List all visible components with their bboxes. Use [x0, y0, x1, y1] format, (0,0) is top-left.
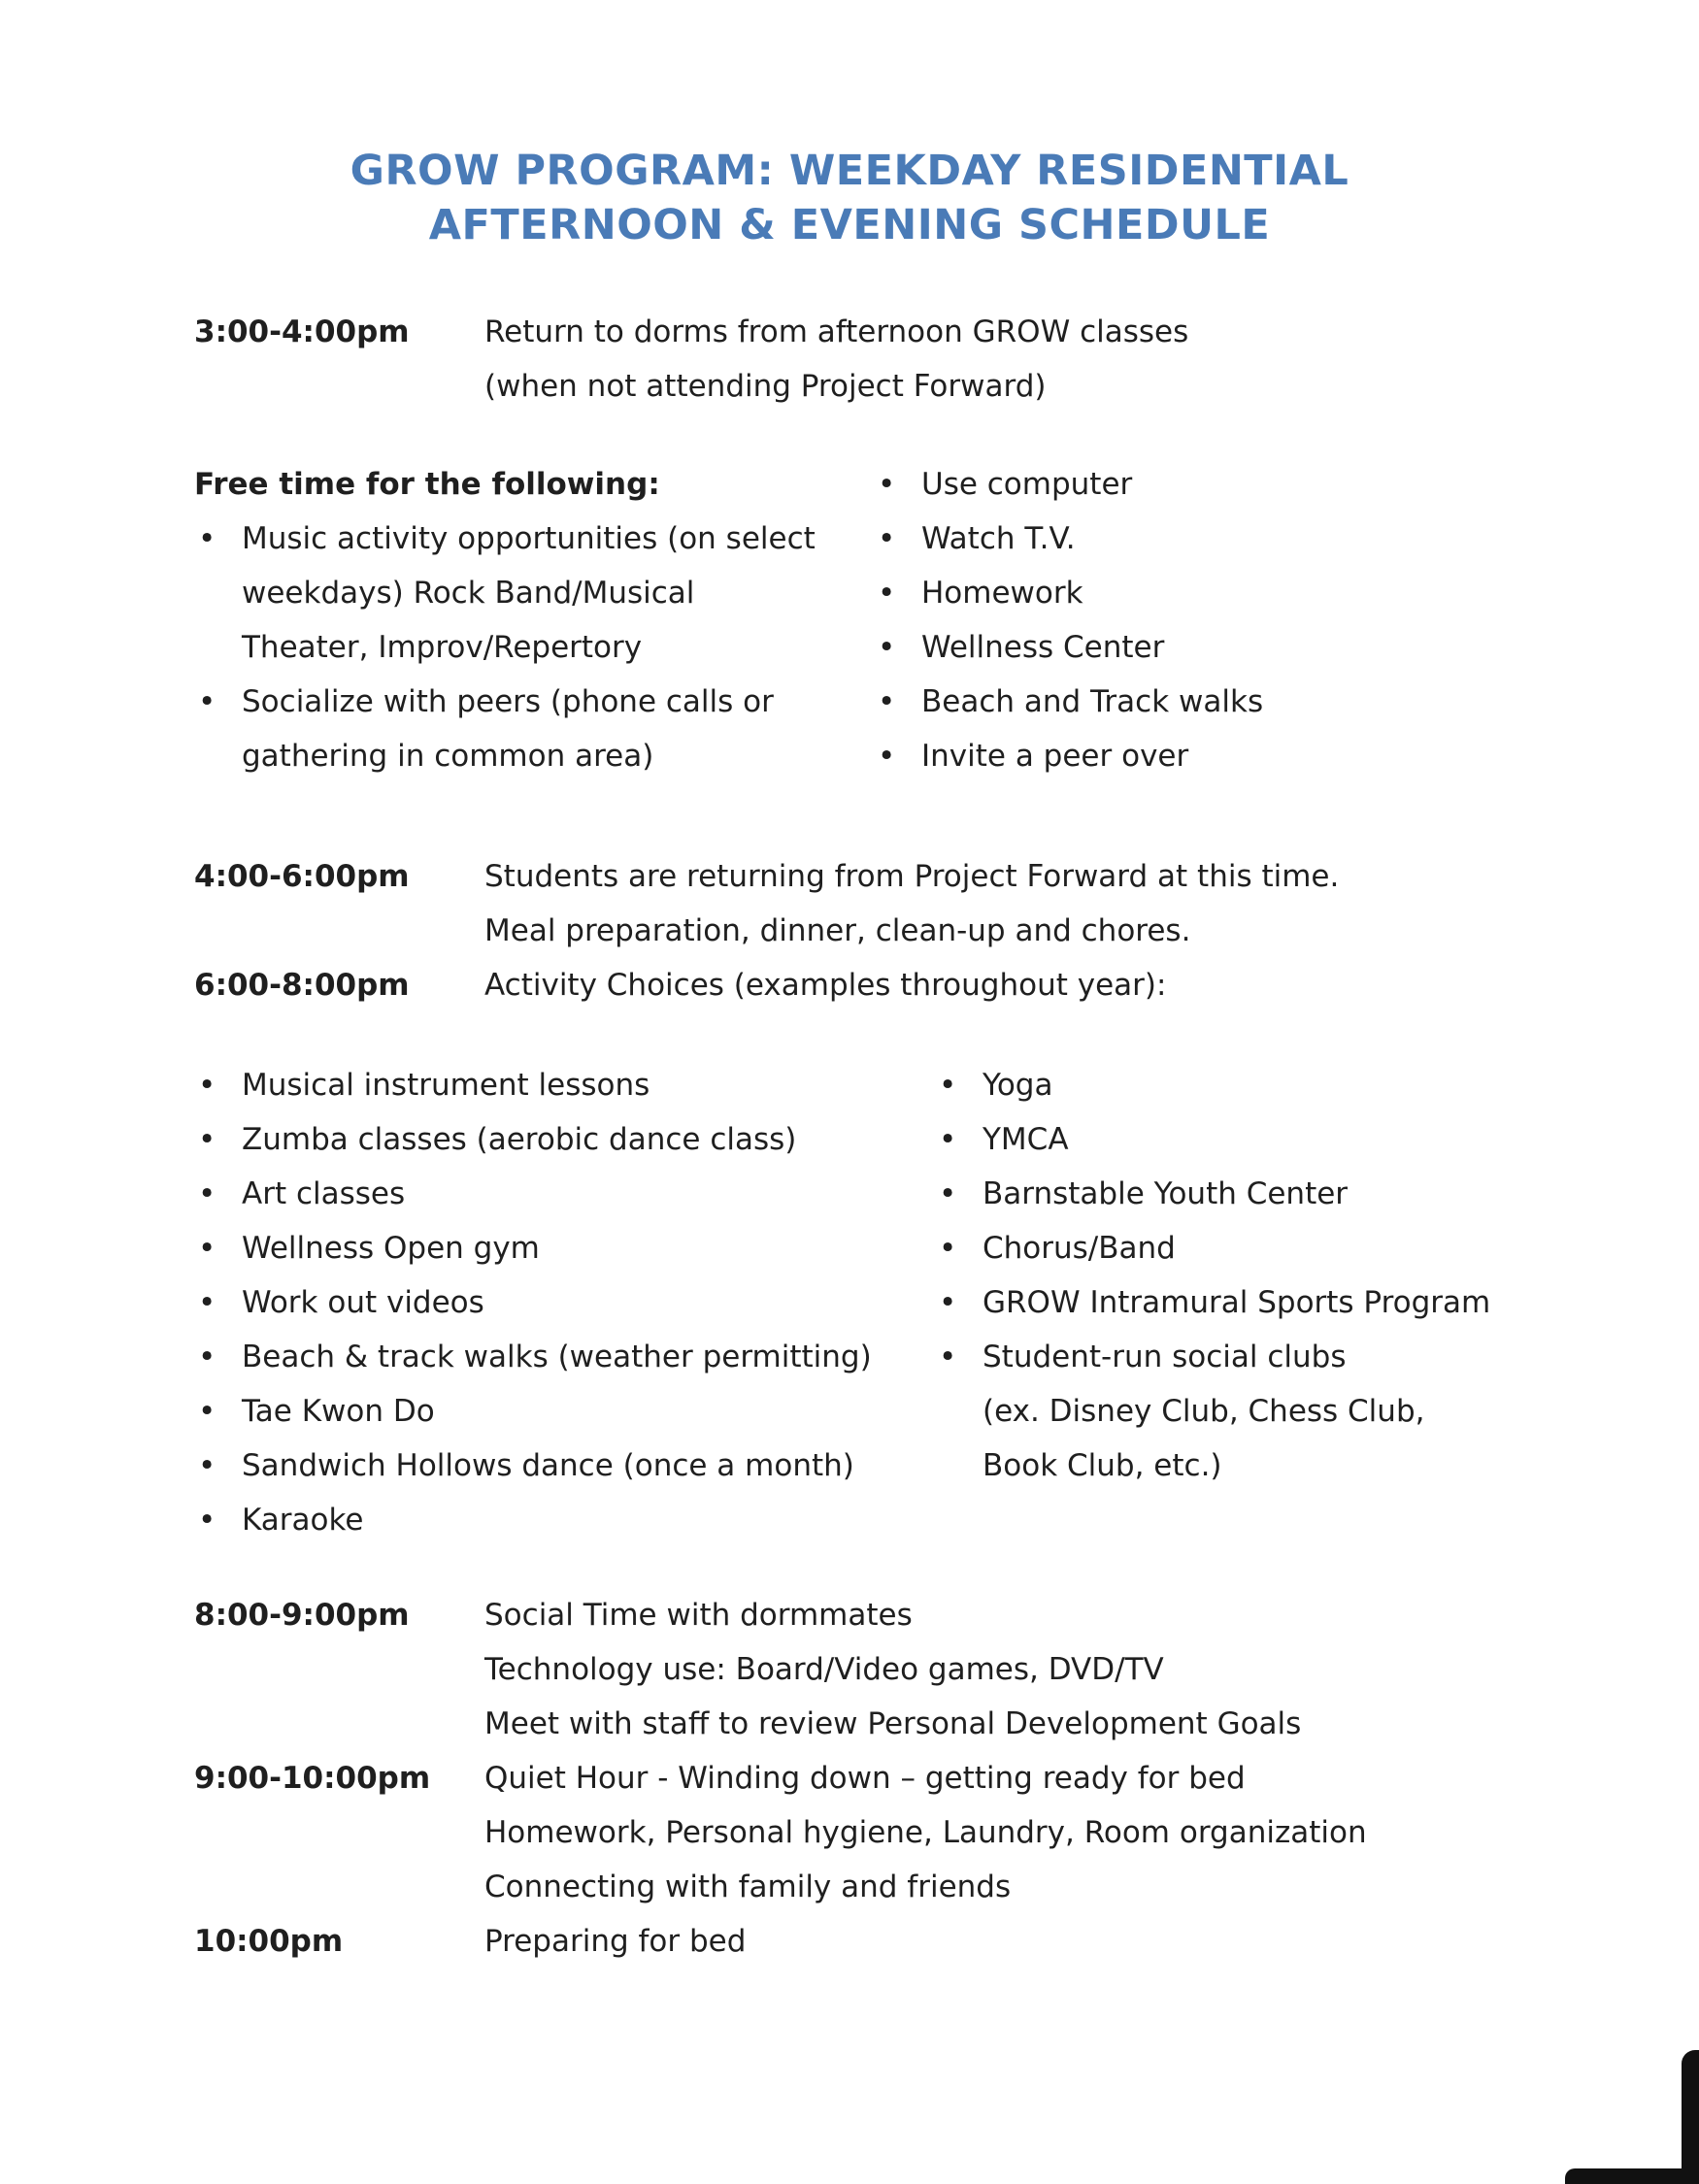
- bullet-icon: •: [198, 684, 217, 719]
- list-item-continuation: Book Club, etc.): [983, 1448, 1222, 1483]
- list-item: [935, 1167, 1673, 1221]
- schedule-description: (when not attending Project Forward): [484, 369, 1047, 404]
- schedule-description: Quiet Hour - Winding down – getting ready for bed: [484, 1761, 1246, 1796]
- bullet-icon: •: [198, 1340, 217, 1374]
- schedule-description: Preparing for bed: [484, 1924, 747, 1959]
- list-item: [874, 675, 1456, 729]
- bullet-icon: •: [878, 684, 896, 719]
- list-item: [874, 620, 1456, 675]
- list-item-text: YMCA: [983, 1122, 1069, 1157]
- bullet-icon: •: [939, 1068, 957, 1103]
- list-item: [194, 675, 816, 783]
- list-item-text: Tae Kwon Do: [242, 1394, 435, 1429]
- corner-mark-horizontal: [1565, 2168, 1699, 2184]
- list-item: [935, 1330, 1673, 1384]
- list-item: [194, 1493, 913, 1547]
- schedule-description: Meet with staff to review Personal Development Goals: [484, 1706, 1302, 1741]
- bullet-icon: •: [198, 1285, 217, 1320]
- corner-mark-decoration: [1565, 2050, 1699, 2184]
- schedule-description: Connecting with family and friends: [484, 1870, 1012, 1904]
- list-item-text: Zumba classes (aerobic dance class): [242, 1122, 797, 1157]
- list-item: [935, 1112, 1673, 1167]
- list-item-text: Art classes: [242, 1176, 406, 1211]
- list-item-text: Watch T.V.: [921, 521, 1076, 556]
- list-item-text: Work out videos: [242, 1285, 484, 1320]
- list-item: [874, 566, 1456, 620]
- list-item: [194, 1221, 913, 1275]
- activities-left-list: [194, 1058, 913, 1547]
- list-item: [194, 1384, 913, 1439]
- list-item-text: Music activity opportunities (on select weekdays) Rock Band/Musical Theater, Improv/Repertory: [242, 521, 816, 665]
- bullet-icon: •: [939, 1231, 957, 1266]
- list-item: [194, 1330, 913, 1384]
- list-item-text: Musical instrument lessons: [242, 1068, 650, 1103]
- schedule-description: Social Time with dormmates: [484, 1598, 913, 1633]
- bullet-icon: •: [939, 1340, 957, 1374]
- list-item-text: Yoga: [983, 1068, 1053, 1103]
- list-item: [194, 1058, 913, 1112]
- list-item-text: Chorus/Band: [983, 1231, 1176, 1266]
- list-item-text: Wellness Center: [921, 630, 1165, 665]
- schedule-description: Students are returning from Project Forward at this time.: [484, 859, 1340, 894]
- bullet-icon: •: [878, 521, 896, 556]
- list-item-text: Karaoke: [242, 1503, 364, 1538]
- activities-right-column: [935, 1058, 1673, 1493]
- free-time-right-list: [874, 457, 1456, 783]
- bullet-icon: •: [198, 1122, 217, 1157]
- list-item-text: Wellness Open gym: [242, 1231, 540, 1266]
- schedule-description: Activity Choices (examples throughout year):: [484, 968, 1167, 1003]
- list-item-text: Student-run social clubs: [983, 1340, 1347, 1374]
- bullet-icon: •: [939, 1285, 957, 1320]
- list-item-text: Socialize with peers (phone calls or gathering in common area): [242, 684, 774, 774]
- schedule-description: Return to dorms from afternoon GROW classes: [484, 314, 1189, 349]
- schedule-description: Technology use: Board/Video games, DVD/TV: [484, 1652, 1164, 1687]
- bullet-icon: •: [878, 467, 896, 502]
- list-item: [935, 1221, 1673, 1275]
- list-item-text: Beach and Track walks: [921, 684, 1264, 719]
- time-label: 8:00-9:00pm: [194, 1598, 410, 1633]
- list-item-text: Invite a peer over: [921, 739, 1189, 774]
- list-item: [874, 512, 1456, 566]
- corner-mark-vertical: [1682, 2050, 1699, 2184]
- bullet-icon: •: [878, 739, 896, 774]
- activities-left-column: [194, 1058, 913, 1547]
- time-label: 3:00-4:00pm: [194, 314, 410, 349]
- free-time-heading: Free time for the following:: [194, 467, 660, 502]
- bullet-icon: •: [939, 1176, 957, 1211]
- bullet-icon: •: [878, 576, 896, 611]
- bullet-icon: •: [939, 1122, 957, 1157]
- activities-right-list: [935, 1058, 1673, 1384]
- title-line-2: AFTERNOON & EVENING SCHEDULE: [428, 201, 1271, 249]
- list-item-text: Barnstable Youth Center: [983, 1176, 1349, 1211]
- bullet-icon: •: [198, 521, 217, 556]
- free-time-left-list: [194, 512, 816, 783]
- bullet-icon: •: [198, 1394, 217, 1429]
- list-item: [194, 512, 816, 675]
- list-item-text: GROW Intramural Sports Program: [983, 1285, 1491, 1320]
- list-item: [874, 729, 1456, 783]
- free-time-right-column: [874, 457, 1456, 783]
- list-item: [194, 1167, 913, 1221]
- schedule-description: Homework, Personal hygiene, Laundry, Room organization: [484, 1815, 1367, 1850]
- bullet-icon: •: [878, 630, 896, 665]
- page-title: [0, 144, 1699, 252]
- time-label: 10:00pm: [194, 1924, 344, 1959]
- bullet-icon: •: [198, 1448, 217, 1483]
- bullet-icon: •: [198, 1231, 217, 1266]
- list-item: [194, 1275, 913, 1330]
- time-label: 4:00-6:00pm: [194, 859, 410, 894]
- free-time-left-column: [194, 457, 816, 783]
- list-item-continuation: (ex. Disney Club, Chess Club,: [983, 1394, 1425, 1429]
- list-item-text: Homework: [921, 576, 1083, 611]
- list-item-text: Use computer: [921, 467, 1133, 502]
- list-item: [935, 1275, 1673, 1330]
- time-label: 6:00-8:00pm: [194, 968, 410, 1003]
- time-label: 9:00-10:00pm: [194, 1761, 431, 1796]
- bullet-icon: •: [198, 1176, 217, 1211]
- list-item: [194, 1112, 913, 1167]
- list-item-text: Sandwich Hollows dance (once a month): [242, 1448, 854, 1483]
- list-item: [935, 1058, 1673, 1112]
- bullet-icon: •: [198, 1068, 217, 1103]
- schedule-description: Meal preparation, dinner, clean-up and chores.: [484, 913, 1191, 948]
- list-item: [874, 457, 1456, 512]
- bullet-icon: •: [198, 1503, 217, 1538]
- list-item: [194, 1439, 913, 1493]
- title-line-1: GROW PROGRAM: WEEKDAY RESIDENTIAL: [350, 147, 1349, 195]
- list-item-text: Beach & track walks (weather permitting): [242, 1340, 872, 1374]
